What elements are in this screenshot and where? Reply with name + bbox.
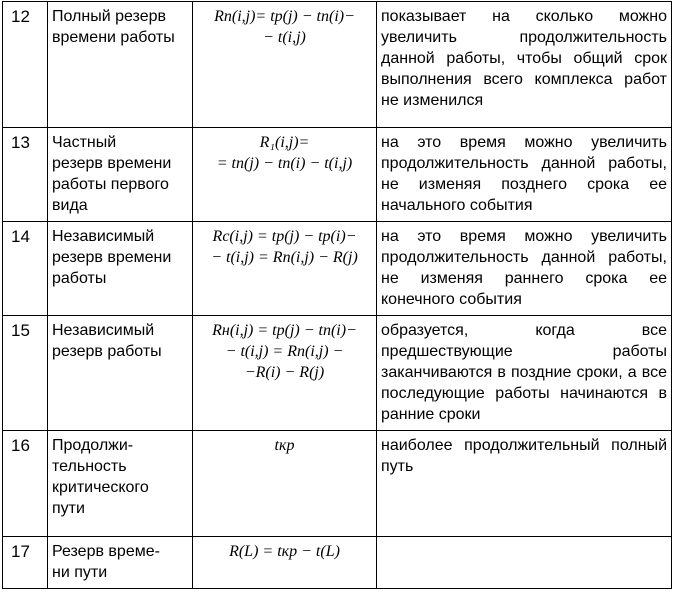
parameter-formula: Rн(i,j) = tр(j) − tп(i)− − t(i,j) = Rп(i,j) − −R(i) − R(j) xyxy=(193,316,377,431)
row-number: 12 xyxy=(3,2,48,128)
table-row xyxy=(3,537,672,589)
row-number: 14 xyxy=(3,222,48,316)
parameter-name: Частный резерв времени работы первого вида xyxy=(48,128,193,222)
table-row xyxy=(3,222,672,316)
parameter-description: на это время можно увеличить продолжительность данной работы, не изменяя раннего срока ее конечного события xyxy=(377,222,672,316)
row-number: 17 xyxy=(3,537,48,589)
parameter-name: Независимый резерв времени работы xyxy=(48,222,193,316)
parameter-description: образуется, когда все предшествующие работы заканчиваются в поздние сроки, а все последующие работы начинаются в ранние сроки xyxy=(377,316,672,431)
parameter-formula: R(L) = tкр − t(L) xyxy=(193,537,377,589)
parameter-description: показывает на сколько можно увеличить продолжительность данной работы, чтобы общий срок выполнения всего комплекса работ не изменился xyxy=(377,2,672,128)
parameter-formula: R₁(i,j)= = tп(j) − tп(i) − t(i,j) xyxy=(193,128,377,222)
row-number: 13 xyxy=(3,128,48,222)
table-row xyxy=(3,128,672,222)
parameter-name: Полный резерв времени работы xyxy=(48,2,193,128)
parameter-formula: Rп(i,j)= tр(j) − tп(i)− − t(i,j) xyxy=(193,2,377,128)
row-number: 16 xyxy=(3,431,48,537)
parameter-name: Независимый резерв работы xyxy=(48,316,193,431)
table-row xyxy=(3,431,672,537)
parameter-formula: tкр xyxy=(193,431,377,537)
row-number: 15 xyxy=(3,316,48,431)
parameter-description: на это время можно увеличить продолжительность данной работы, не изменяя позднего срока ее начального события xyxy=(377,128,672,222)
table-row xyxy=(3,2,672,128)
parameter-formula: Rс(i,j) = tр(j) − tр(i)− − t(i,j) = Rп(i,j) − R(j) xyxy=(193,222,377,316)
parameter-description: наиболее продолжительный полный путь xyxy=(377,431,672,537)
reserves-table xyxy=(2,1,672,589)
parameter-name: Продолжи- тельность критического пути xyxy=(48,431,193,537)
table-row xyxy=(3,316,672,431)
parameter-name: Резерв време- ни пути xyxy=(48,537,193,589)
parameter-description xyxy=(377,537,672,589)
